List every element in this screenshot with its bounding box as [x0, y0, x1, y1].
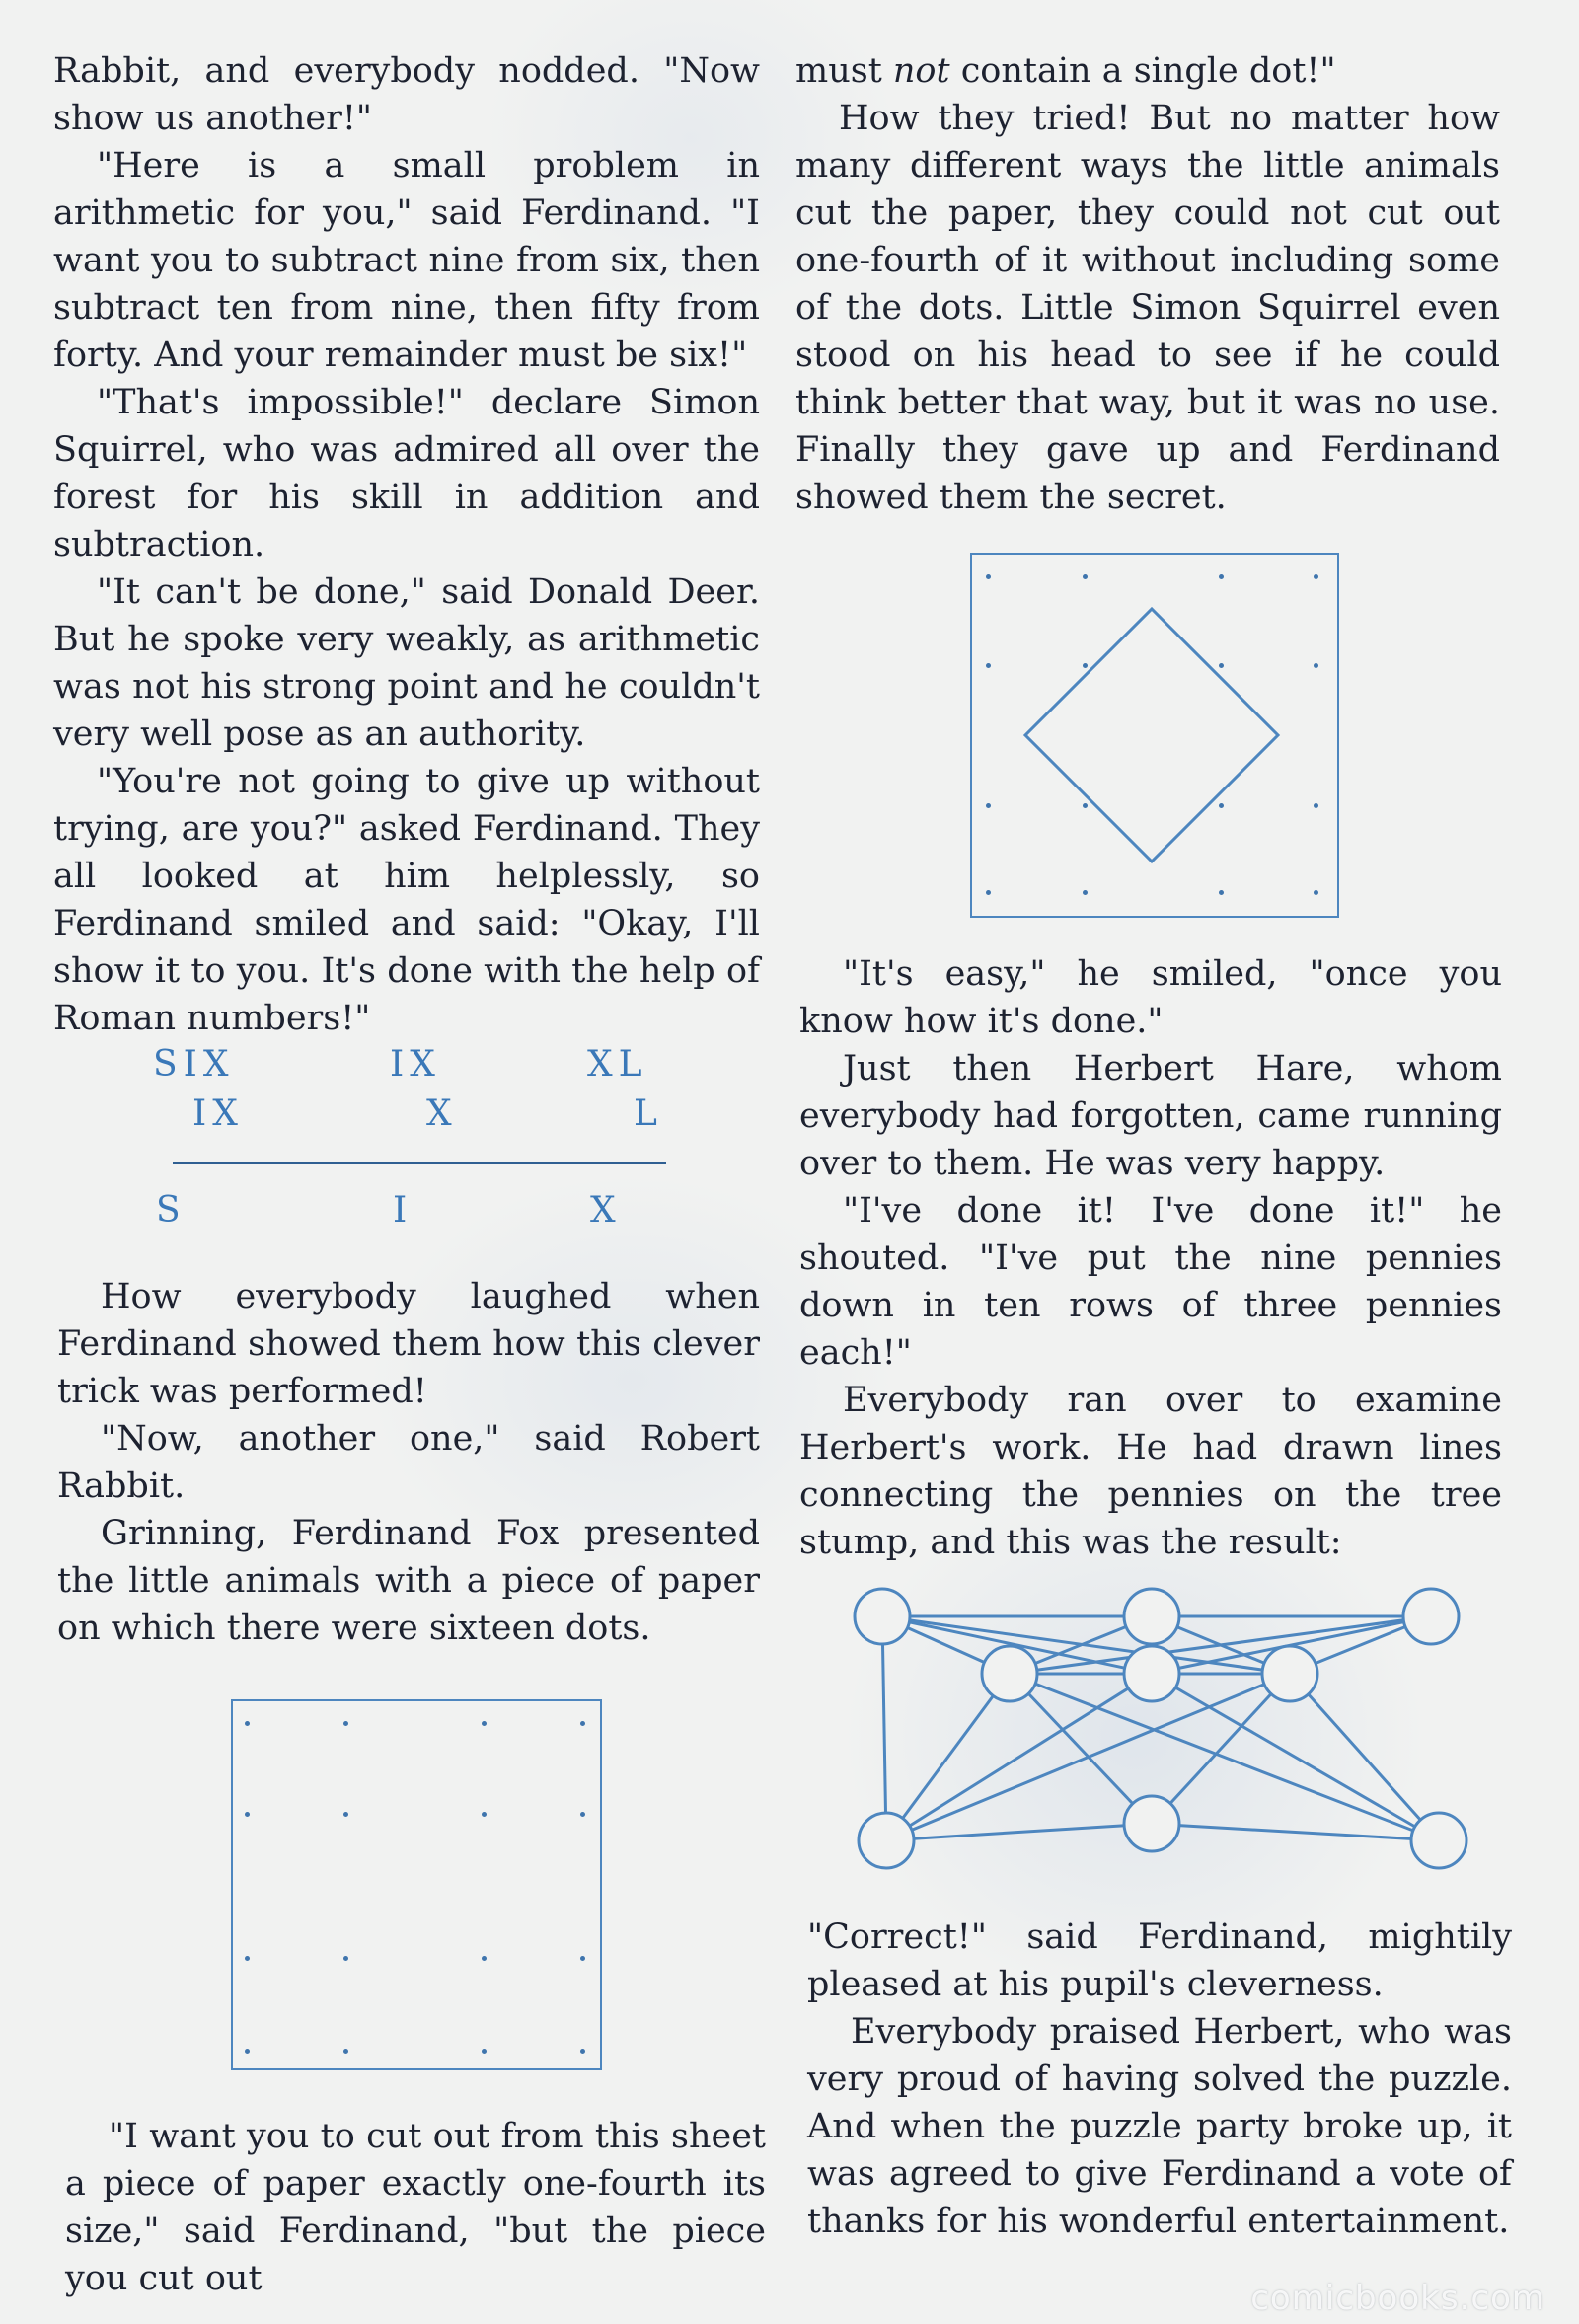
penny — [1124, 1796, 1179, 1851]
penny — [1403, 1589, 1459, 1644]
paragraph: How everybody laughed when Ferdinand showed them how this clever trick was performed! — [57, 1277, 760, 1411]
dot — [245, 1812, 250, 1817]
right-column-middle — [799, 950, 1502, 1566]
paragraph: Everybody praised Herbert, who was very proud of having solved the puzzle. And when the puzzle party broke up, it was agreed to give Ferdinand a vote of thanks for his wonderful entertainment. — [807, 2012, 1512, 2241]
dot — [1219, 890, 1224, 895]
paragraph: Grinning, Ferdinand Fox presented the little animals with a piece of paper on which there were sixteen dots. — [57, 1514, 760, 1648]
dot — [1083, 803, 1088, 808]
roman-result-2: I — [393, 1190, 414, 1231]
dot — [1219, 663, 1224, 668]
paragraph: Just then Herbert Hare, whom everybody had forgotten, came running over to them. He was very happy. — [799, 1049, 1502, 1183]
dot — [1083, 890, 1088, 895]
dot — [1314, 663, 1318, 668]
paragraph: How they tried! But no matter how many different ways the little animals cut the paper, they could not cut out one-fourth of it without including some of the dots. Little Simon Squirrel even stood on his head to see if he could think better that way, but it was no use. Finally they gave up and Ferdinand showed them the secret. — [795, 99, 1500, 517]
dot — [986, 803, 991, 808]
line — [1152, 1674, 1290, 1824]
paragraph: "I want you to cut out from this sheet a piece of paper exactly one-fourth its size," said Ferdinand, "but the piece you cut out — [65, 2117, 766, 2298]
dot — [482, 1812, 487, 1817]
dot — [580, 2049, 585, 2054]
paragraph: "Correct!" said Ferdinand, mightily pleased at his pupil's cleverness. — [807, 1917, 1512, 2004]
roman-numeral-problem — [148, 1044, 671, 1241]
penny — [1411, 1813, 1466, 1868]
paragraph: "You're not going to give up without trying, are you?" asked Ferdinand. They all looked at him helplessly, so Ferdinand smiled and said: "Okay, I'll show it to you. It's done with the help of Roman numbers!" — [53, 762, 760, 1038]
penny — [859, 1813, 914, 1868]
dot — [1219, 574, 1224, 579]
line — [1290, 1674, 1439, 1840]
line — [1152, 1824, 1439, 1840]
dot — [343, 2049, 348, 2054]
penny — [1262, 1646, 1317, 1701]
roman-minuend-3: XL — [587, 1044, 648, 1085]
site-watermark: comicbooks.com — [1250, 2279, 1545, 2318]
dot — [245, 1956, 250, 1961]
roman-subtrahend-3: L — [634, 1093, 663, 1134]
dot — [986, 890, 991, 895]
roman-subtrahend-2: X — [426, 1093, 458, 1134]
paragraph: "That's impossible!" declare Simon Squirrel, who was admired all over the forest for his skill in addition and subtraction. — [53, 383, 760, 564]
line — [1010, 1674, 1439, 1840]
dot — [343, 1956, 348, 1961]
roman-result-1: S — [156, 1190, 187, 1231]
dot — [343, 1721, 348, 1726]
dot — [482, 1956, 487, 1961]
penny — [855, 1589, 910, 1644]
subtraction-rule — [173, 1162, 666, 1164]
text-span: contain a single dot!" — [949, 51, 1336, 91]
right-column-bottom — [807, 1913, 1512, 2245]
paragraph: "It can't be done," said Donald Deer. But he spoke very weakly, as arithmetic was not his strong point and he couldn't very well pose as an authority. — [53, 572, 760, 754]
penny — [1124, 1646, 1179, 1701]
paragraph: Everybody ran over to examine Herbert's work. He had drawn lines connecting the pennies on the tree stump, and this was the result: — [799, 1381, 1502, 1562]
dot — [1219, 803, 1224, 808]
paragraph — [795, 47, 1500, 95]
dot — [1314, 574, 1318, 579]
roman-minuend-2: IX — [390, 1044, 441, 1085]
emphasis: not — [892, 51, 950, 91]
right-column-upper — [795, 47, 1500, 521]
dot — [343, 1812, 348, 1817]
dot — [986, 663, 991, 668]
dot — [580, 1956, 585, 1961]
dot — [1083, 663, 1088, 668]
dot — [482, 1721, 487, 1726]
dot — [1083, 574, 1088, 579]
roman-subtrahend-1: IX — [192, 1093, 244, 1134]
paragraph: Rabbit, and everybody nodded. "Now show us another!" — [53, 51, 760, 138]
dot — [482, 2049, 487, 2054]
sixteen-dots-sheet — [231, 1699, 602, 2070]
dot — [986, 574, 991, 579]
left-column-upper — [53, 47, 760, 1042]
line — [882, 1616, 886, 1840]
dot — [580, 1812, 585, 1817]
text-span: must — [795, 51, 893, 91]
paragraph: "It's easy," he smiled, "once you know how it's done." — [799, 954, 1502, 1041]
line — [886, 1824, 1152, 1840]
dot — [245, 2049, 250, 2054]
left-column-bottom — [65, 2113, 766, 2302]
dot — [245, 1721, 250, 1726]
nine-pennies-diagram — [847, 1574, 1498, 1890]
penny — [1124, 1589, 1179, 1644]
roman-minuend-1: SIX — [153, 1044, 235, 1085]
dot — [1314, 890, 1318, 895]
left-column-middle — [57, 1273, 760, 1652]
paragraph: "Now, another one," said Robert Rabbit. — [57, 1419, 760, 1506]
penny — [982, 1646, 1037, 1701]
paragraph: "Here is a small problem in arithmetic for you," said Ferdinand. "I want you to subtract nine from six, then subtract ten from nine, then fifty from forty. And your remainder must be six!" — [53, 146, 760, 375]
dot — [1314, 803, 1318, 808]
dot — [580, 1721, 585, 1726]
roman-result-3: X — [590, 1190, 622, 1231]
paragraph: "I've done it! I've done it!" he shouted. "I've put the nine pennies down in ten rows of three pennies each!" — [799, 1191, 1502, 1373]
